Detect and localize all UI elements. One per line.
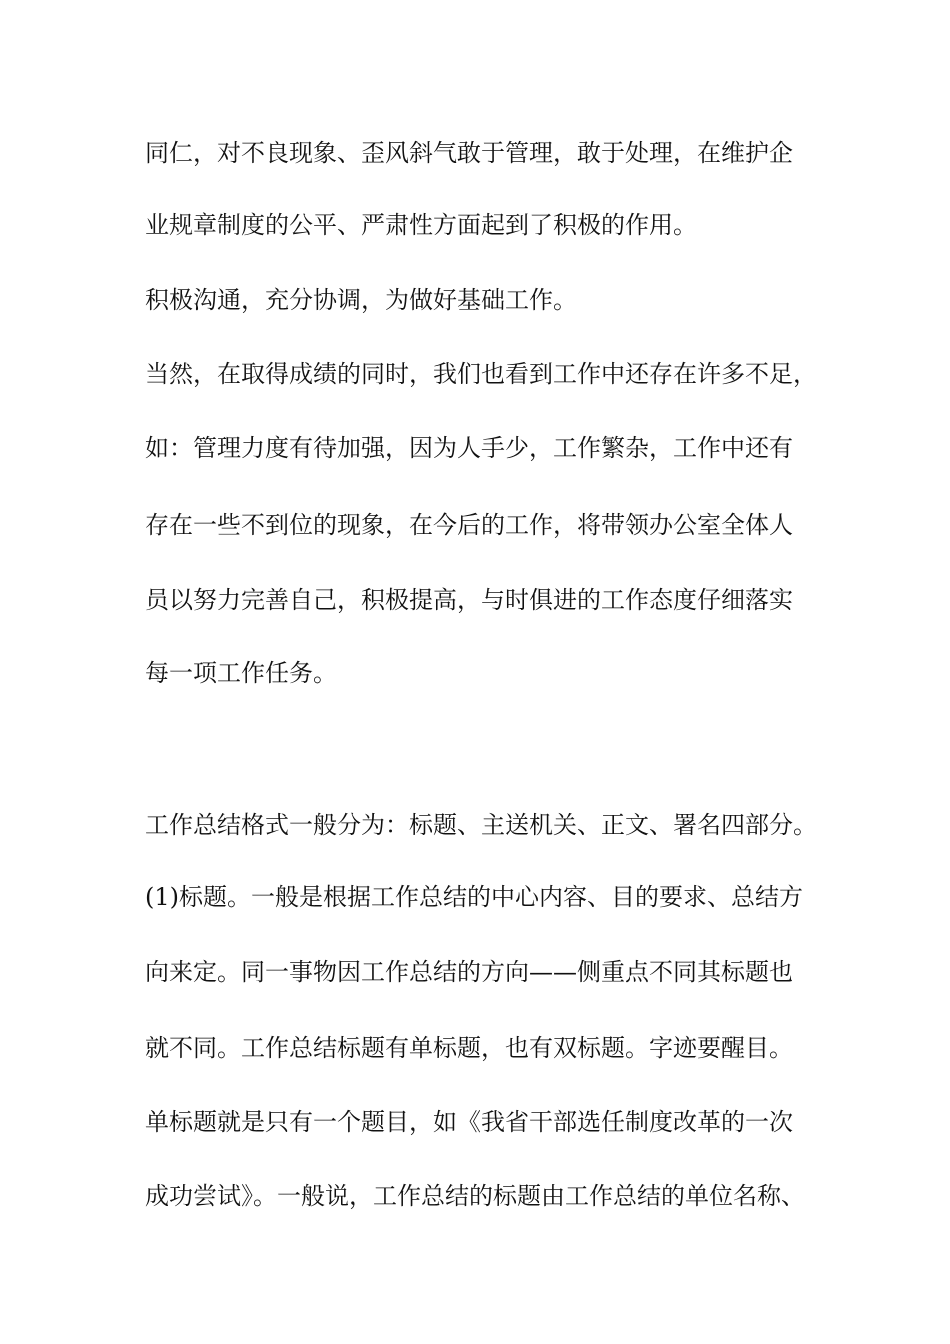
text-line: 积极沟通，充分协调，为做好基础工作。 bbox=[145, 286, 577, 314]
text-line: 业规章制度的公平、严肃性方面起到了积极的作用。 bbox=[145, 211, 697, 239]
text-line: 工作总结格式一般分为：标题、主送机关、正文、署名四部分。 bbox=[145, 811, 817, 839]
text-line: 如：管理力度有待加强，因为人手少，工作繁杂，工作中还有 bbox=[145, 434, 793, 462]
text-line: 成功尝试》。一般说，工作总结的标题由工作总结的单位名称、 bbox=[145, 1182, 805, 1210]
text-line: (1)标题。一般是根据工作总结的中心内容、目的要求、总结方 bbox=[145, 883, 803, 911]
text-line: 员以努力完善自己，积极提高，与时俱进的工作态度仔细落实 bbox=[145, 586, 793, 614]
text-line: 当然，在取得成绩的同时，我们也看到工作中还存在许多不足， bbox=[145, 360, 817, 388]
text-line: 存在一些不到位的现象，在今后的工作，将带领办公室全体人 bbox=[145, 511, 793, 539]
text-line: 就不同。工作总结标题有单标题，也有双标题。字迹要醒目。 bbox=[145, 1034, 793, 1062]
text-line: 向来定。同一事物因工作总结的方向——侧重点不同其标题也 bbox=[145, 958, 793, 986]
text-line: 单标题就是只有一个题目，如《我省干部选任制度改革的一次 bbox=[145, 1108, 793, 1136]
text-line: 每一项工作任务。 bbox=[145, 659, 337, 687]
text-line: 同仁，对不良现象、歪风斜气敢于管理，敢于处理，在维护企 bbox=[145, 139, 793, 167]
